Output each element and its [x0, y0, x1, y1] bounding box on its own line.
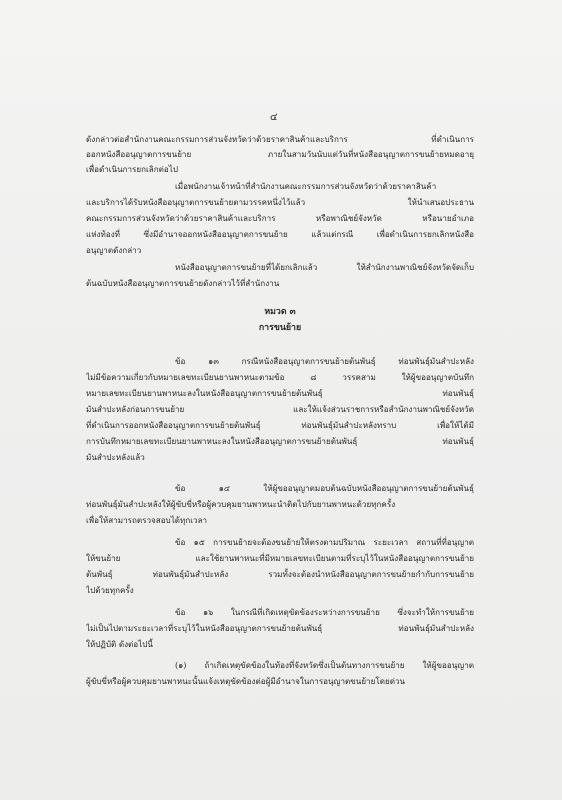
paragraph-line: ดังกล่าวต่อสำนักงานคณะกรรมการส่วนจังหวัดว่าด้วยราคาสินค้าและบริการ ที่ดำเนินการ: [86, 134, 474, 144]
paragraph-line: การบันทึกหมายเลขทะเบียนยานพาหนะลงในหนังสืออนุญาตการขนย้ายต้นพันธุ์ ท่อนพันธุ์: [86, 436, 474, 446]
paragraph-line: ให้ปฏิบัติ ดังต่อไปนี้: [86, 639, 153, 649]
paragraph-line: และบริการได้รับหนังสืออนุญาตการขนย้ายตามวรรคหนึ่งไว้แล้ว ให้นำเสนอประธาน: [86, 197, 474, 207]
paragraph-line: ข้อ ๑๕ การขนย้ายจะต้องขนย้ายให้ตรงตามปริมาณ ระยะเวลา สถานที่ที่อนุญาต: [175, 537, 474, 547]
paragraph-line: ข้อ ๑๔ ให้ผู้ขออนุญาตมอบต้นฉบับหนังสืออนุญาตการขนย้ายต้นพันธุ์: [175, 483, 474, 493]
paragraph-line: คณะกรรมการส่วนจังหวัดว่าด้วยราคาสินค้าและบริการ หรือพาณิชย์จังหวัด หรือนายอำเภอ: [86, 213, 474, 223]
paragraph-line: ท่อนพันธุ์มันสำปะหลังให้ผู้ขับขี่หรือผู้ควบคุมยานพาหนะนำติดไปกับยานพาหนะด้วยทุกครั้ง: [86, 499, 396, 509]
paragraph-line: ไม่เป็นไปตามระยะเวลาที่ระบุไว้ในหนังสืออนุญาตการขนย้ายต้นพันธุ์ ท่อนพันธุ์มันสำปะหลัง: [86, 623, 474, 633]
paragraph-line: ออกหนังสืออนุญาตการขนย้าย ภายในสามวันนับแต่วันที่หนังสืออนุญาตการขนย้ายหมดอายุ: [86, 149, 474, 159]
page-number: ๔: [270, 112, 278, 123]
paragraph-line: ต้นฉบับหนังสืออนุญาตการขนย้ายดังกล่าวไว้ที่สำนักงาน: [86, 278, 280, 288]
paragraph-line: ข้อ ๑๓ กรณีหนังสืออนุญาตการขนย้ายต้นพันธุ์ ท่อนพันธุ์มันสำปะหลัง: [175, 356, 474, 366]
paragraph-line: อนุญาตดังกล่าว: [86, 245, 142, 255]
chapter-title: หมวด ๓: [264, 307, 296, 317]
paragraph-line: ไม่มีข้อความเกี่ยวกับหมายเลขทะเบียนยานพาหนะตามข้อ ๘ วรรคสาม ให้ผู้ขออนุญาตบันทึก: [86, 372, 474, 382]
paragraph-line: เพื่อให้สามารถตรวจสอบได้ทุกเวลา: [86, 515, 208, 525]
paragraph-line: ที่ดำเนินการออกหนังสืออนุญาตการขนย้ายต้นพันธุ์ ท่อนพันธุ์มันสำปะหลังทราบ เพื่อให้ได้มี: [86, 420, 474, 430]
paragraph-line: (๑) ถ้าเกิดเหตุขัดข้องในท้องที่จังหวัดซึ่งเป็นต้นทางการขนย้าย ให้ผู้ขออนุญาต: [175, 660, 474, 670]
paragraph-line: เพื่อดำเนินการยกเลิกต่อไป: [86, 164, 178, 174]
paragraph-line: มันสำปะหลังแล้ว: [86, 452, 145, 462]
paragraph-line: ให้ขนย้าย และใช้ยานพาหนะที่มีหมายเลขทะเบียนตามที่ระบุไว้ในหนังสืออนุญาตการขนย้าย: [86, 553, 474, 563]
paragraph-line: แห่งท้องที่ ซึ่งมีอำนาจออกหนังสืออนุญาตการขนย้าย แล้วแต่กรณี เพื่อดำเนินการยกเลิกหนังสือ: [86, 229, 474, 239]
paragraph-line: ไปด้วยทุกครั้ง: [86, 585, 134, 595]
paragraph-line: ผู้ขับขี่หรือผู้ควบคุมยานพาหนะนั้นแจ้งเหตุขัดข้องต่อผู้มีอำนาจในการอนุญาตขนย้ายโดยด่วน: [86, 676, 406, 686]
paragraph-line: เมื่อพนักงานเจ้าหน้าที่สำนักงานคณะกรรมการส่วนจังหวัดว่าด้วยราคาสินค้า: [175, 181, 437, 191]
chapter-subtitle: การขนย้าย: [258, 323, 302, 333]
paragraph-line: หนังสืออนุญาตการขนย้ายที่ได้ยกเลิกแล้ว ให้สำนักงานพาณิชย์จังหวัดจัดเก็บ: [175, 262, 474, 272]
paragraph-line: ข้อ ๑๖ ในกรณีที่เกิดเหตุขัดข้องระหว่างการขนย้าย ซึ่งจะทำให้การขนย้าย: [175, 607, 474, 617]
paragraph-line: มันสำปะหลังก่อนการขนย้าย และให้แจ้งส่วนราชการหรือสำนักงานพาณิชย์จังหวัด: [86, 404, 474, 414]
paragraph-line: ต้นพันธุ์ ท่อนพันธุ์มันสำปะหลัง รวมทั้งจะต้องนำหนังสืออนุญาตการขนย้ายกำกับการขนย้าย: [86, 569, 474, 579]
paragraph-line: หมายเลขทะเบียนยานพาหนะลงในหนังสืออนุญาตการขนย้ายต้นพันธุ์ ท่อนพันธุ์: [86, 388, 474, 398]
